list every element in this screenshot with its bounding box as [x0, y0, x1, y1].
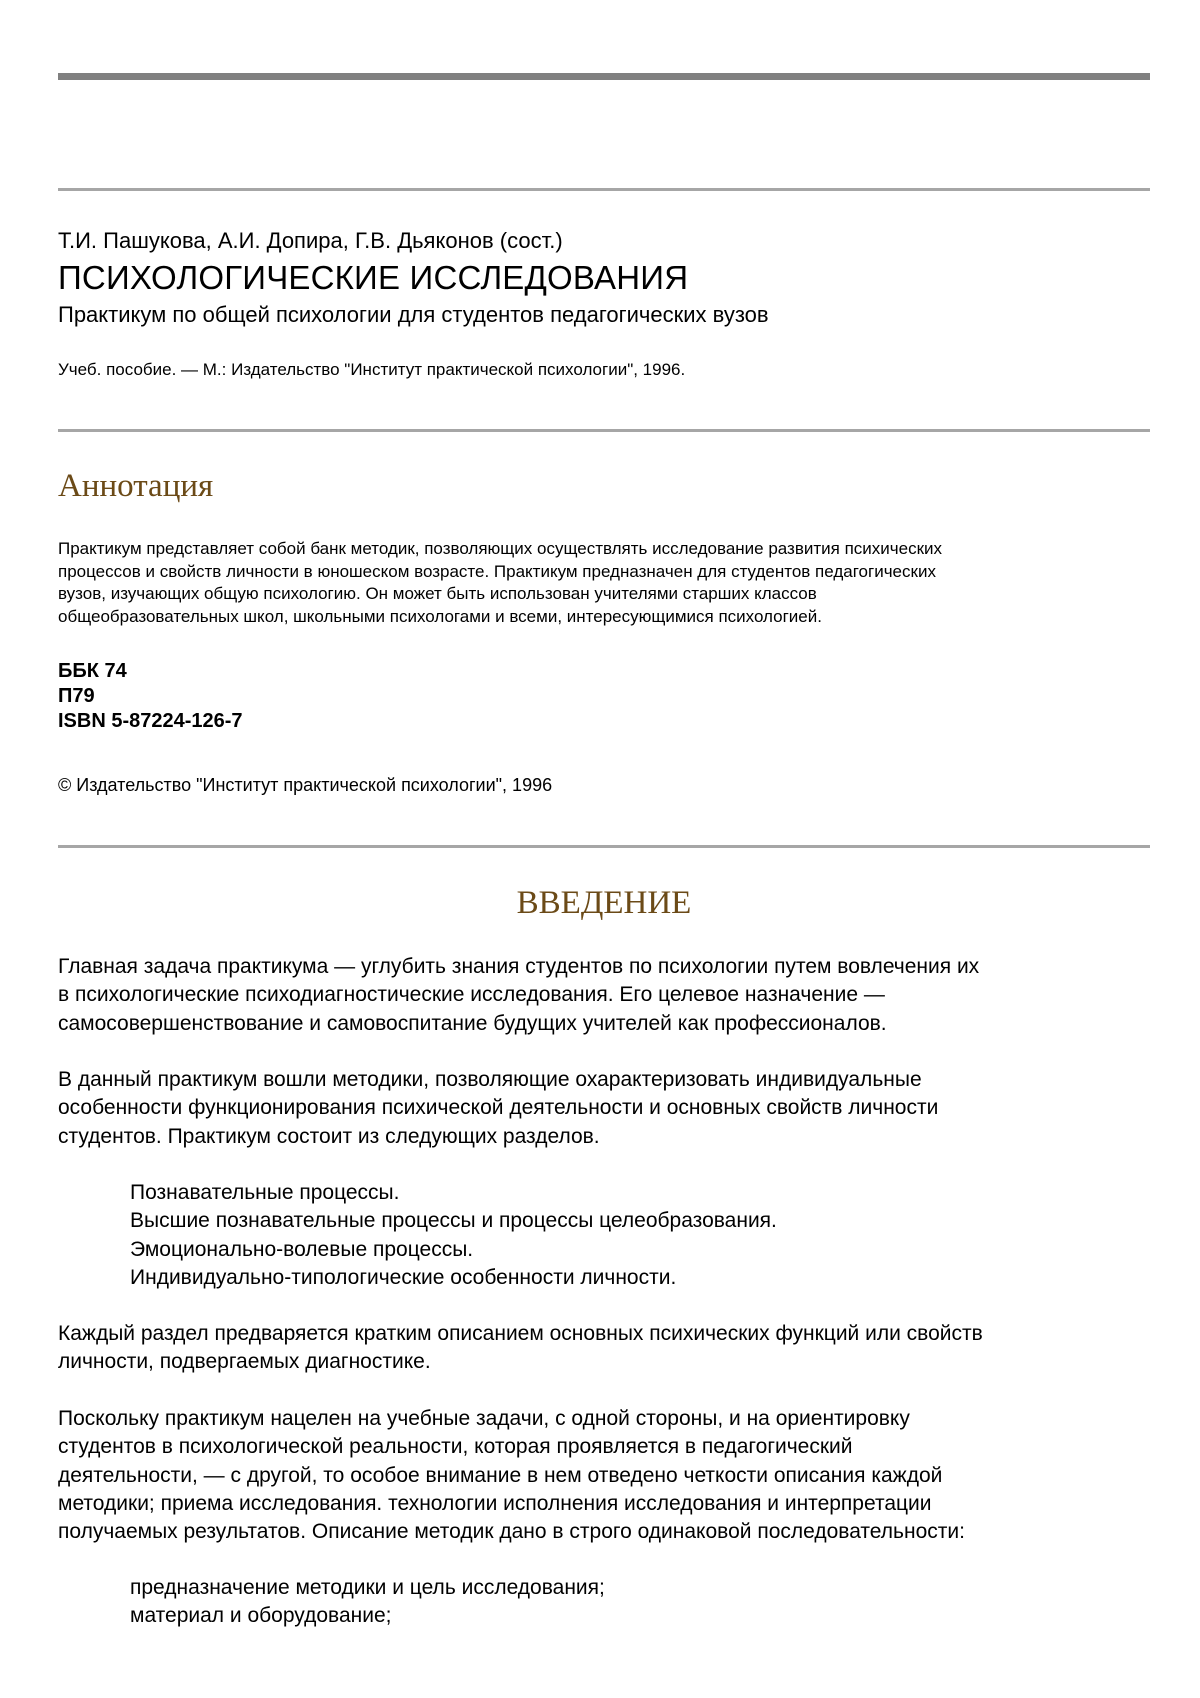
text-line: получаемых результатов. Описание методик дано в строго одинаковой последовательности: — [58, 1520, 965, 1544]
text-line: общеобразовательных школ, школьными психологами и всеми, интересующимися психологией. — [58, 606, 822, 626]
book-title: ПСИХОЛОГИЧЕСКИЕ ИССЛЕДОВАНИЯ — [58, 259, 689, 296]
text-line: самосовершенствование и самовоспитание будущих учителей как профессионалов. — [58, 1011, 887, 1035]
classification-codes — [58, 659, 243, 734]
text-line: Поскольку практикум нацелен на учебные задачи, с одной стороны, и на ориентировку — [58, 1407, 910, 1430]
list-text: предназначение методики и цель исследования; — [130, 1576, 605, 1599]
book-subtitle: Практикум по общей психологии для студентов педагогических вузов — [58, 302, 769, 327]
list-text: материал и оборудование; — [130, 1604, 392, 1628]
text-line: вузов, изучающих общую психологию. Он может быть использован учителями старших классов — [58, 584, 817, 603]
annotation-heading: Аннотация — [58, 468, 214, 504]
paragraph — [58, 953, 1150, 1038]
top-rule — [58, 73, 1150, 80]
text-line: В данный практикум вошли методики, позволяющие охарактеризовать индивидуальные — [58, 1068, 922, 1091]
list-text: Высшие познавательные процессы и процессы целеобразования. — [130, 1209, 777, 1233]
paragraph — [58, 1320, 1150, 1377]
text-line: методики; приема исследования. технологии исполнения исследования и интерпретации — [58, 1491, 932, 1515]
text-line: особенности функционирования психической деятельности и основных свойств личности — [58, 1096, 939, 1120]
list-text: Познавательные процессы. — [130, 1181, 400, 1204]
divider — [58, 845, 1150, 848]
divider — [58, 188, 1150, 191]
text-line: Практикум представляет собой банк методик, позволяющих осуществлять исследование развития психических — [58, 539, 943, 558]
text-line: Главная задача практикума — углубить знания студентов по психологии путем вовлечения их — [58, 955, 980, 978]
isbn: ISBN 5-87224-126-7 — [58, 710, 243, 732]
intro-heading: ВВЕДЕНИЕ — [516, 885, 692, 921]
text-line: личности, подвергаемых диагностике. — [58, 1350, 431, 1374]
list-text: Эмоционально-волевые процессы. — [130, 1237, 474, 1261]
annotation-text — [58, 538, 1150, 628]
paragraph — [58, 1405, 1150, 1546]
bibliographic-info: Учеб. пособие. — М.: Издательство "Институт практической психологии", 1996. — [58, 360, 686, 379]
text-line: деятельности, — с другой, то особое внимание в нем отведено четкости описания каждой — [58, 1463, 943, 1487]
text-line: процессов и свойств личности в юношеском возрасте. Практикум предназначен для студентов педагогических — [58, 561, 936, 581]
text-line: студентов. Практикум состоит из следующих разделов. — [58, 1124, 600, 1148]
author-code: П79 — [58, 685, 95, 707]
divider — [58, 429, 1150, 432]
paragraph — [58, 1066, 1150, 1151]
text-line: студентов в психологической реальности, которая проявляется в педагогический — [58, 1435, 853, 1459]
list-text: Индивидуально-типологические особенности личности. — [130, 1265, 677, 1289]
copyright: © Издательство "Институт практической психологии", 1996 — [58, 775, 553, 795]
text-line: Каждый раздел предваряется кратким описанием основных психических функций или свойств — [58, 1322, 983, 1345]
bbk-code: ББК 74 — [58, 660, 127, 682]
authors: Т.И. Пашукова, А.И. Допира, Г.В. Дьяконов (сост.) — [58, 228, 563, 253]
text-line: в психологические психодиагностические исследования. Его целевое назначение — — [58, 983, 885, 1007]
